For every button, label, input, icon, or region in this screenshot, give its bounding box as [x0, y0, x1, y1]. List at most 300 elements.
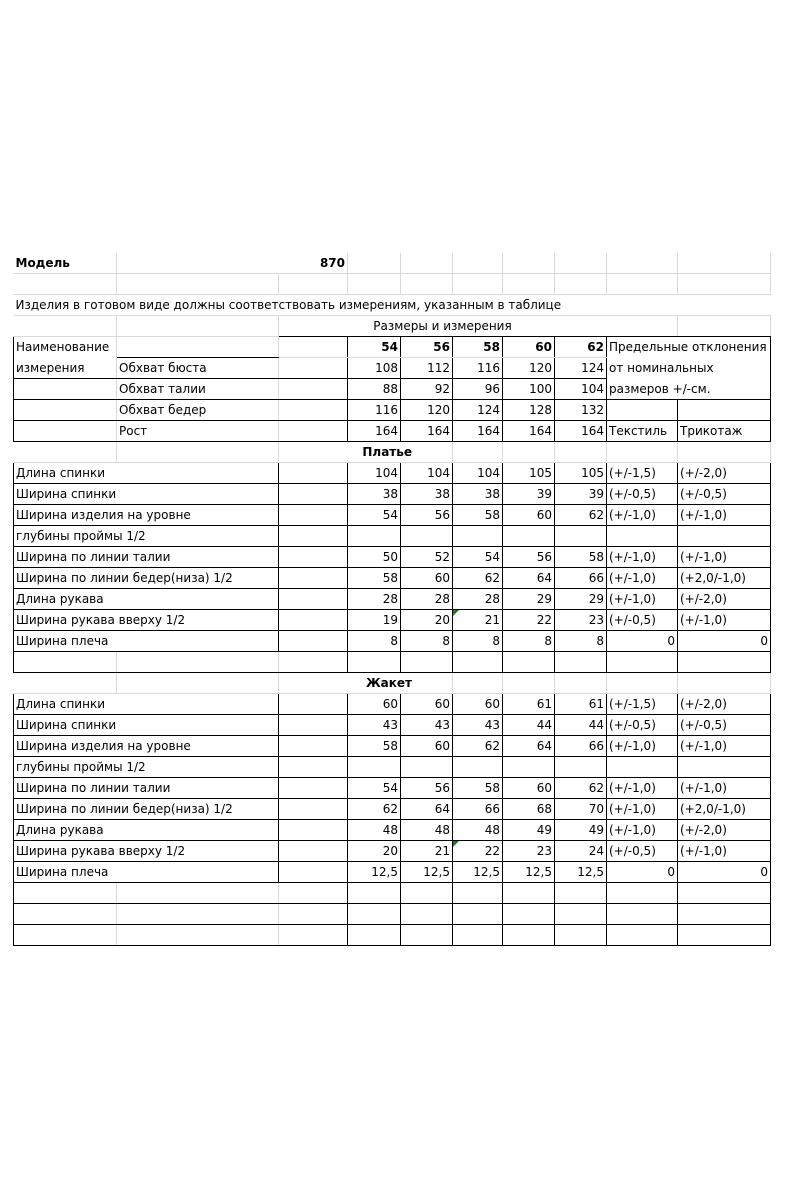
sheet-cell[interactable]: [607, 652, 678, 673]
row-value[interactable]: 21: [453, 610, 503, 631]
knit-tolerance[interactable]: [678, 526, 771, 547]
table-row: [14, 484, 771, 505]
sheet-cell[interactable]: [607, 904, 678, 925]
row-label[interactable]: Ширина спинки: [14, 484, 279, 505]
measurement-label[interactable]: Рост: [117, 421, 279, 442]
sheet-cell[interactable]: [555, 925, 607, 946]
sheet-cell[interactable]: [279, 631, 348, 652]
sheet-cell[interactable]: [348, 883, 401, 904]
row-value[interactable]: 61: [555, 694, 607, 715]
row-label[interactable]: глубины проймы 1/2: [14, 757, 279, 778]
row-value[interactable]: 58: [348, 568, 401, 589]
sheet-cell[interactable]: [279, 400, 348, 421]
sheet-cell[interactable]: [453, 883, 503, 904]
sheet-cell[interactable]: [453, 274, 503, 295]
row-value[interactable]: 20: [348, 841, 401, 862]
row-label[interactable]: Ширина изделия на уровне: [14, 736, 279, 757]
sheet-cell[interactable]: [555, 673, 607, 694]
subtitle-text[interactable]: Размеры и измерения: [279, 316, 607, 337]
knit-tolerance[interactable]: (+/-2,0): [678, 463, 771, 484]
row-value[interactable]: [401, 526, 453, 547]
knit-tolerance[interactable]: (+/-2,0): [678, 589, 771, 610]
size-header[interactable]: 56: [401, 337, 453, 358]
row-label[interactable]: глубины проймы 1/2: [14, 526, 279, 547]
sheet-cell[interactable]: [678, 883, 771, 904]
row-value[interactable]: [503, 757, 555, 778]
knit-tolerance[interactable]: (+2,0/-1,0): [678, 568, 771, 589]
textile-tolerance[interactable]: 0: [607, 862, 678, 883]
size-header[interactable]: 60: [503, 337, 555, 358]
row-label[interactable]: Длина спинки: [14, 694, 279, 715]
row-value[interactable]: 23: [503, 841, 555, 862]
sheet-cell[interactable]: [555, 904, 607, 925]
sheet-cell[interactable]: [678, 925, 771, 946]
row-value[interactable]: 56: [401, 778, 453, 799]
row-value[interactable]: [401, 757, 453, 778]
sheet-cell[interactable]: [279, 757, 348, 778]
sheet-cell[interactable]: [279, 505, 348, 526]
sheet-cell[interactable]: [678, 904, 771, 925]
sheet-cell[interactable]: [348, 274, 401, 295]
sheet-cell[interactable]: [117, 316, 279, 337]
row-value[interactable]: 44: [555, 715, 607, 736]
model-label[interactable]: Модель: [14, 253, 117, 274]
sheet-cell[interactable]: [279, 526, 348, 547]
knit-tolerance[interactable]: (+/-0,5): [678, 484, 771, 505]
row-label[interactable]: Длина спинки: [14, 463, 279, 484]
table-row: [14, 862, 771, 883]
deviation-header[interactable]: от номинальных: [607, 358, 771, 379]
row-value[interactable]: 8: [503, 631, 555, 652]
row-label[interactable]: Ширина плеча: [14, 862, 279, 883]
sheet-cell[interactable]: [678, 442, 771, 463]
row-value[interactable]: 8: [401, 631, 453, 652]
row-label[interactable]: Длина рукава: [14, 820, 279, 841]
row-value[interactable]: 39: [503, 484, 555, 505]
knit-tolerance[interactable]: (+/-1,0): [678, 547, 771, 568]
sheet-cell[interactable]: [279, 484, 348, 505]
row-label[interactable]: Ширина изделия на уровне: [14, 505, 279, 526]
sheet-cell[interactable]: [401, 652, 453, 673]
measurement-label[interactable]: Обхват талии: [117, 379, 279, 400]
row-value[interactable]: 54: [348, 778, 401, 799]
sheet-cell[interactable]: [503, 925, 555, 946]
textile-tolerance[interactable]: (+/-1,0): [607, 799, 678, 820]
knit-tolerance[interactable]: (+/-1,0): [678, 841, 771, 862]
row-value[interactable]: 70: [555, 799, 607, 820]
row-value[interactable]: 62: [555, 778, 607, 799]
sheet-cell[interactable]: [401, 925, 453, 946]
textile-header[interactable]: Текстиль: [607, 421, 678, 442]
sheet-cell[interactable]: [279, 715, 348, 736]
row-value[interactable]: 12,5: [555, 862, 607, 883]
row-value[interactable]: 66: [555, 736, 607, 757]
instruction-text[interactable]: Изделия в готовом виде должны соответствовать измерениям, указанным в таблице: [14, 295, 771, 316]
sheet-cell[interactable]: [279, 736, 348, 757]
measurement-value[interactable]: 124: [453, 400, 503, 421]
measurement-value[interactable]: 108: [348, 358, 401, 379]
row-value[interactable]: 12,5: [348, 862, 401, 883]
sheet-cell[interactable]: [279, 820, 348, 841]
row-value[interactable]: [348, 526, 401, 547]
sheet-cell[interactable]: [607, 400, 678, 421]
row-value[interactable]: 52: [401, 547, 453, 568]
sheet-cell[interactable]: [503, 673, 555, 694]
row-value[interactable]: 60: [401, 736, 453, 757]
row-value[interactable]: 54: [453, 547, 503, 568]
sheet-cell[interactable]: [14, 421, 117, 442]
sheet-cell[interactable]: [503, 904, 555, 925]
blank-row: [14, 925, 771, 946]
sheet-cell[interactable]: [117, 673, 279, 694]
row-value[interactable]: [348, 757, 401, 778]
row-value[interactable]: 24: [555, 841, 607, 862]
row-value[interactable]: 28: [453, 589, 503, 610]
textile-tolerance[interactable]: (+/-1,5): [607, 694, 678, 715]
textile-tolerance[interactable]: (+/-1,0): [607, 778, 678, 799]
row-value[interactable]: 56: [503, 547, 555, 568]
sheet-cell[interactable]: [279, 778, 348, 799]
row-value[interactable]: 68: [503, 799, 555, 820]
row-value[interactable]: 48: [348, 820, 401, 841]
row-value[interactable]: 12,5: [401, 862, 453, 883]
sheet-cell[interactable]: [279, 589, 348, 610]
sheet-cell[interactable]: [503, 652, 555, 673]
row-value[interactable]: [555, 757, 607, 778]
row-value[interactable]: 49: [555, 820, 607, 841]
measurement-value[interactable]: 124: [555, 358, 607, 379]
row-value[interactable]: 12,5: [503, 862, 555, 883]
textile-tolerance[interactable]: (+/-1,0): [607, 736, 678, 757]
sheet-cell[interactable]: [117, 904, 279, 925]
knit-tolerance[interactable]: (+/-1,0): [678, 610, 771, 631]
measurement-value[interactable]: 100: [503, 379, 555, 400]
sheet-cell[interactable]: [607, 316, 678, 337]
sheet-cell[interactable]: [678, 316, 771, 337]
textile-tolerance[interactable]: (+/-0,5): [607, 841, 678, 862]
sheet-cell[interactable]: [117, 274, 279, 295]
row-value[interactable]: 8: [348, 631, 401, 652]
row-value[interactable]: 12,5: [453, 862, 503, 883]
textile-tolerance[interactable]: (+/-1,0): [607, 589, 678, 610]
sheet-cell[interactable]: [279, 652, 348, 673]
row-value[interactable]: 104: [453, 463, 503, 484]
model-value[interactable]: 870: [117, 253, 348, 274]
knit-header[interactable]: Трикотаж: [678, 421, 771, 442]
knit-tolerance[interactable]: (+/-1,0): [678, 736, 771, 757]
textile-tolerance[interactable]: 0: [607, 631, 678, 652]
textile-tolerance[interactable]: (+/-1,0): [607, 547, 678, 568]
sheet-cell[interactable]: [14, 883, 117, 904]
row-label[interactable]: Ширина спинки: [14, 715, 279, 736]
knit-tolerance[interactable]: 0: [678, 862, 771, 883]
row-label[interactable]: Ширина по линии талии: [14, 547, 279, 568]
sheet-cell[interactable]: [279, 463, 348, 484]
row-value[interactable]: 43: [348, 715, 401, 736]
sheet-cell[interactable]: [678, 400, 771, 421]
sheet-cell[interactable]: [503, 442, 555, 463]
sheet-cell[interactable]: [555, 442, 607, 463]
sheet-cell[interactable]: [117, 883, 279, 904]
sheet-cell[interactable]: [607, 442, 678, 463]
textile-tolerance[interactable]: [607, 526, 678, 547]
measurement-value[interactable]: 132: [555, 400, 607, 421]
row-label[interactable]: Длина рукава: [14, 589, 279, 610]
row-value[interactable]: 39: [555, 484, 607, 505]
measurement-value[interactable]: 128: [503, 400, 555, 421]
row-value[interactable]: 21: [401, 841, 453, 862]
row-value[interactable]: 20: [401, 610, 453, 631]
row-value[interactable]: 105: [503, 463, 555, 484]
row-value[interactable]: 38: [401, 484, 453, 505]
sheet-cell[interactable]: [453, 904, 503, 925]
row-value[interactable]: 48: [453, 820, 503, 841]
row-label[interactable]: Ширина по линии бедер(низа) 1/2: [14, 799, 279, 820]
sheet-cell[interactable]: [401, 883, 453, 904]
measurement-value[interactable]: 164: [503, 421, 555, 442]
table-row: [14, 589, 771, 610]
measurement-value[interactable]: 116: [453, 358, 503, 379]
row-value[interactable]: 23: [555, 610, 607, 631]
row-value[interactable]: 58: [453, 778, 503, 799]
sheet-cell[interactable]: [279, 337, 348, 358]
measurement-value[interactable]: 112: [401, 358, 453, 379]
row-value[interactable]: 56: [401, 505, 453, 526]
measurement-value[interactable]: 96: [453, 379, 503, 400]
row-value[interactable]: 58: [453, 505, 503, 526]
measurement-value[interactable]: 116: [348, 400, 401, 421]
sheet-cell[interactable]: [14, 274, 117, 295]
measurement-label[interactable]: Обхват бедер: [117, 400, 279, 421]
row-value[interactable]: [555, 526, 607, 547]
measurement-value[interactable]: 104: [555, 379, 607, 400]
sheet-cell[interactable]: [607, 925, 678, 946]
sheet-cell[interactable]: [607, 253, 678, 274]
sheet-cell[interactable]: [607, 673, 678, 694]
row-value[interactable]: 60: [401, 694, 453, 715]
row-value[interactable]: 60: [348, 694, 401, 715]
size-header[interactable]: 58: [453, 337, 503, 358]
measurement-value[interactable]: 164: [453, 421, 503, 442]
row-value[interactable]: 64: [503, 736, 555, 757]
measurement-value[interactable]: 120: [503, 358, 555, 379]
row-label[interactable]: Ширина по линии бедер(низа) 1/2: [14, 568, 279, 589]
sheet-cell[interactable]: [555, 274, 607, 295]
sheet-cell[interactable]: [453, 253, 503, 274]
sheet-cell[interactable]: [678, 274, 771, 295]
knit-tolerance[interactable]: (+/-1,0): [678, 778, 771, 799]
sheet-cell[interactable]: [453, 673, 503, 694]
row-value[interactable]: 8: [453, 631, 503, 652]
sheet-cell[interactable]: [14, 652, 117, 673]
sheet-cell[interactable]: [14, 379, 117, 400]
sheet-cell[interactable]: [279, 862, 348, 883]
textile-tolerance[interactable]: [607, 757, 678, 778]
row-value[interactable]: 64: [401, 799, 453, 820]
knit-tolerance[interactable]: [678, 757, 771, 778]
textile-tolerance[interactable]: (+/-0,5): [607, 610, 678, 631]
sheet-cell[interactable]: [14, 925, 117, 946]
sheet-cell[interactable]: [279, 610, 348, 631]
row-value[interactable]: 28: [401, 589, 453, 610]
measurement-value[interactable]: 88: [348, 379, 401, 400]
row-value[interactable]: 54: [348, 505, 401, 526]
sheet-cell[interactable]: [279, 694, 348, 715]
sheet-cell[interactable]: [279, 904, 348, 925]
body-measurement-row: [14, 400, 771, 421]
row-value[interactable]: 8: [555, 631, 607, 652]
row-value[interactable]: [503, 526, 555, 547]
knit-tolerance[interactable]: (+/-2,0): [678, 820, 771, 841]
sheet-cell[interactable]: [607, 274, 678, 295]
row-value[interactable]: 43: [401, 715, 453, 736]
sheet-cell[interactable]: [117, 925, 279, 946]
row-label[interactable]: Ширина по линии талии: [14, 778, 279, 799]
measurement-value[interactable]: 120: [401, 400, 453, 421]
sheet-cell[interactable]: [348, 925, 401, 946]
sheet-cell[interactable]: [555, 883, 607, 904]
measurement-value[interactable]: 164: [401, 421, 453, 442]
deviation-header[interactable]: Предельные отклонения: [607, 337, 771, 358]
measurement-value[interactable]: 164: [555, 421, 607, 442]
sheet-cell[interactable]: [453, 925, 503, 946]
subtitle-row: [14, 316, 771, 337]
sheet-cell[interactable]: [117, 337, 279, 358]
row-value[interactable]: 38: [453, 484, 503, 505]
header-name[interactable]: Наименование: [14, 337, 117, 358]
knit-tolerance[interactable]: (+/-1,0): [678, 505, 771, 526]
row-value[interactable]: 62: [348, 799, 401, 820]
sheet-cell[interactable]: [348, 904, 401, 925]
measurement-value[interactable]: 92: [401, 379, 453, 400]
measurement-value[interactable]: 164: [348, 421, 401, 442]
row-value[interactable]: [453, 757, 503, 778]
sheet-cell[interactable]: [607, 883, 678, 904]
sheet-cell[interactable]: [279, 925, 348, 946]
size-header[interactable]: 54: [348, 337, 401, 358]
sheet-cell[interactable]: [401, 274, 453, 295]
sheet-cell[interactable]: [555, 652, 607, 673]
row-value[interactable]: 62: [555, 505, 607, 526]
sheet-cell[interactable]: [117, 442, 279, 463]
row-value[interactable]: 60: [503, 505, 555, 526]
row-value[interactable]: 22: [453, 841, 503, 862]
sheet-cell[interactable]: [503, 883, 555, 904]
sheet-cell[interactable]: [678, 673, 771, 694]
row-value[interactable]: 22: [503, 610, 555, 631]
table-row: [14, 778, 771, 799]
sheet-cell[interactable]: [503, 274, 555, 295]
sheet-cell[interactable]: [453, 652, 503, 673]
row-value[interactable]: 49: [503, 820, 555, 841]
row-value[interactable]: 29: [555, 589, 607, 610]
sheet-cell[interactable]: [14, 442, 117, 463]
sheet-cell[interactable]: [678, 652, 771, 673]
table-row: [14, 568, 771, 589]
comment-marker-icon: [453, 841, 459, 847]
table-row: [14, 820, 771, 841]
sheet-cell[interactable]: [279, 547, 348, 568]
row-value[interactable]: 62: [453, 568, 503, 589]
sheet-cell[interactable]: [453, 442, 503, 463]
row-value[interactable]: 104: [348, 463, 401, 484]
sheet-cell[interactable]: [401, 904, 453, 925]
sheet-cell[interactable]: [279, 421, 348, 442]
textile-tolerance[interactable]: (+/-1,0): [607, 568, 678, 589]
sheet-cell[interactable]: [279, 358, 348, 379]
row-value[interactable]: 58: [348, 736, 401, 757]
row-value[interactable]: 48: [401, 820, 453, 841]
knit-tolerance[interactable]: (+/-0,5): [678, 715, 771, 736]
sheet-cell[interactable]: [117, 652, 279, 673]
textile-tolerance[interactable]: (+/-1,0): [607, 820, 678, 841]
textile-tolerance[interactable]: (+/-1,5): [607, 463, 678, 484]
knit-tolerance[interactable]: 0: [678, 631, 771, 652]
row-value[interactable]: 19: [348, 610, 401, 631]
row-value[interactable]: 44: [503, 715, 555, 736]
row-value[interactable]: [453, 526, 503, 547]
size-header[interactable]: 62: [555, 337, 607, 358]
measurement-label[interactable]: Обхват бюста: [117, 358, 279, 379]
row-value[interactable]: 61: [503, 694, 555, 715]
sheet-cell[interactable]: [279, 379, 348, 400]
row-value[interactable]: 60: [401, 568, 453, 589]
row-value[interactable]: 64: [503, 568, 555, 589]
row-label[interactable]: Ширина плеча: [14, 631, 279, 652]
deviation-header[interactable]: размеров +/-см.: [607, 379, 771, 400]
row-value[interactable]: 58: [555, 547, 607, 568]
knit-tolerance[interactable]: (+2,0/-1,0): [678, 799, 771, 820]
row-value[interactable]: 38: [348, 484, 401, 505]
textile-tolerance[interactable]: (+/-0,5): [607, 715, 678, 736]
row-value[interactable]: 62: [453, 736, 503, 757]
row-value[interactable]: 29: [503, 589, 555, 610]
knit-tolerance[interactable]: (+/-2,0): [678, 694, 771, 715]
row-value[interactable]: 105: [555, 463, 607, 484]
row-value[interactable]: 28: [348, 589, 401, 610]
sheet-cell[interactable]: [14, 316, 117, 337]
sheet-cell[interactable]: [503, 253, 555, 274]
row-value[interactable]: 104: [401, 463, 453, 484]
row-value[interactable]: 60: [453, 694, 503, 715]
sheet-cell[interactable]: [14, 673, 117, 694]
row-label[interactable]: Ширина рукава вверху 1/2: [14, 610, 279, 631]
jacket-title[interactable]: Жакет: [279, 673, 453, 694]
sheet-cell[interactable]: [279, 883, 348, 904]
sheet-cell[interactable]: [348, 253, 401, 274]
sheet-cell[interactable]: [279, 568, 348, 589]
header-name[interactable]: измерения: [14, 358, 117, 379]
textile-tolerance[interactable]: (+/-0,5): [607, 484, 678, 505]
row-value[interactable]: 60: [503, 778, 555, 799]
sheet-cell[interactable]: [279, 841, 348, 862]
sheet-cell[interactable]: [14, 904, 117, 925]
dress-title[interactable]: Платье: [279, 442, 453, 463]
row-label[interactable]: Ширина рукава вверху 1/2: [14, 841, 279, 862]
sheet-cell[interactable]: [401, 253, 453, 274]
textile-tolerance[interactable]: (+/-1,0): [607, 505, 678, 526]
row-value[interactable]: 66: [453, 799, 503, 820]
sheet-cell[interactable]: [555, 253, 607, 274]
sheet-cell[interactable]: [279, 274, 348, 295]
sheet-cell[interactable]: [14, 400, 117, 421]
row-value[interactable]: 66: [555, 568, 607, 589]
row-value[interactable]: 43: [453, 715, 503, 736]
sheet-cell[interactable]: [279, 799, 348, 820]
sheet-cell[interactable]: [348, 652, 401, 673]
sheet-cell[interactable]: [678, 253, 771, 274]
row-value[interactable]: 50: [348, 547, 401, 568]
